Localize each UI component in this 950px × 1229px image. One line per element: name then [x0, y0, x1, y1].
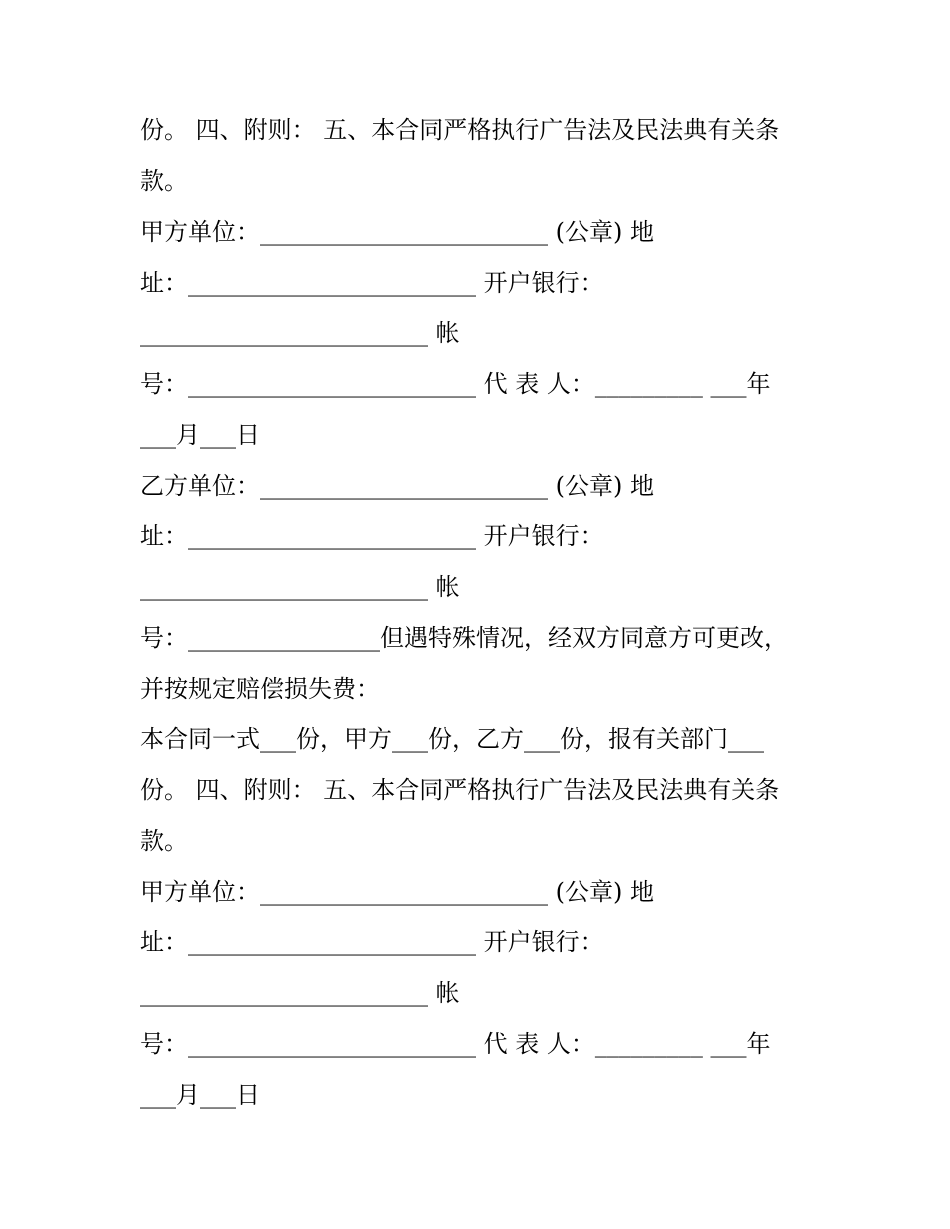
text-line: 款。	[140, 827, 188, 855]
text-line: 址：________________________ 开户银行：	[140, 269, 604, 297]
text-line: 份。 四、附则： 五、本合同严格执行广告法及民法典有关条	[140, 776, 780, 804]
text-line: ___月___日	[140, 1081, 260, 1109]
text-line: 甲方单位：________________________ (公章) 地	[140, 218, 654, 246]
text-line: 址：________________________ 开户银行：	[140, 522, 604, 550]
text-line: 本合同一式___份，甲方___份，乙方___份，报有关部门___	[140, 725, 764, 753]
text-line: 甲方单位：________________________ (公章) 地	[140, 878, 654, 906]
text-line: 份。 四、附则： 五、本合同严格执行广告法及民法典有关条	[140, 116, 780, 144]
text-line: 址：________________________ 开户银行：	[140, 928, 604, 956]
text-line: 号：________________________ 代 表 人：_________ ___年	[140, 1030, 771, 1058]
text-line: ________________________ 帐	[140, 573, 460, 601]
text-line: 乙方单位：________________________ (公章) 地	[140, 472, 654, 500]
text-line: ________________________ 帐	[140, 319, 460, 347]
text-line: ___月___日	[140, 421, 260, 449]
text-line: 号：________________________ 代 表 人：_________ ___年	[140, 370, 771, 398]
text-line: 并按规定赔偿损失费：	[140, 675, 380, 703]
text-line: ________________________ 帐	[140, 979, 460, 1007]
text-line: 号：________________但遇特殊情况，经双方同意方可更改，	[140, 624, 788, 652]
text-line: 款。	[140, 167, 188, 195]
